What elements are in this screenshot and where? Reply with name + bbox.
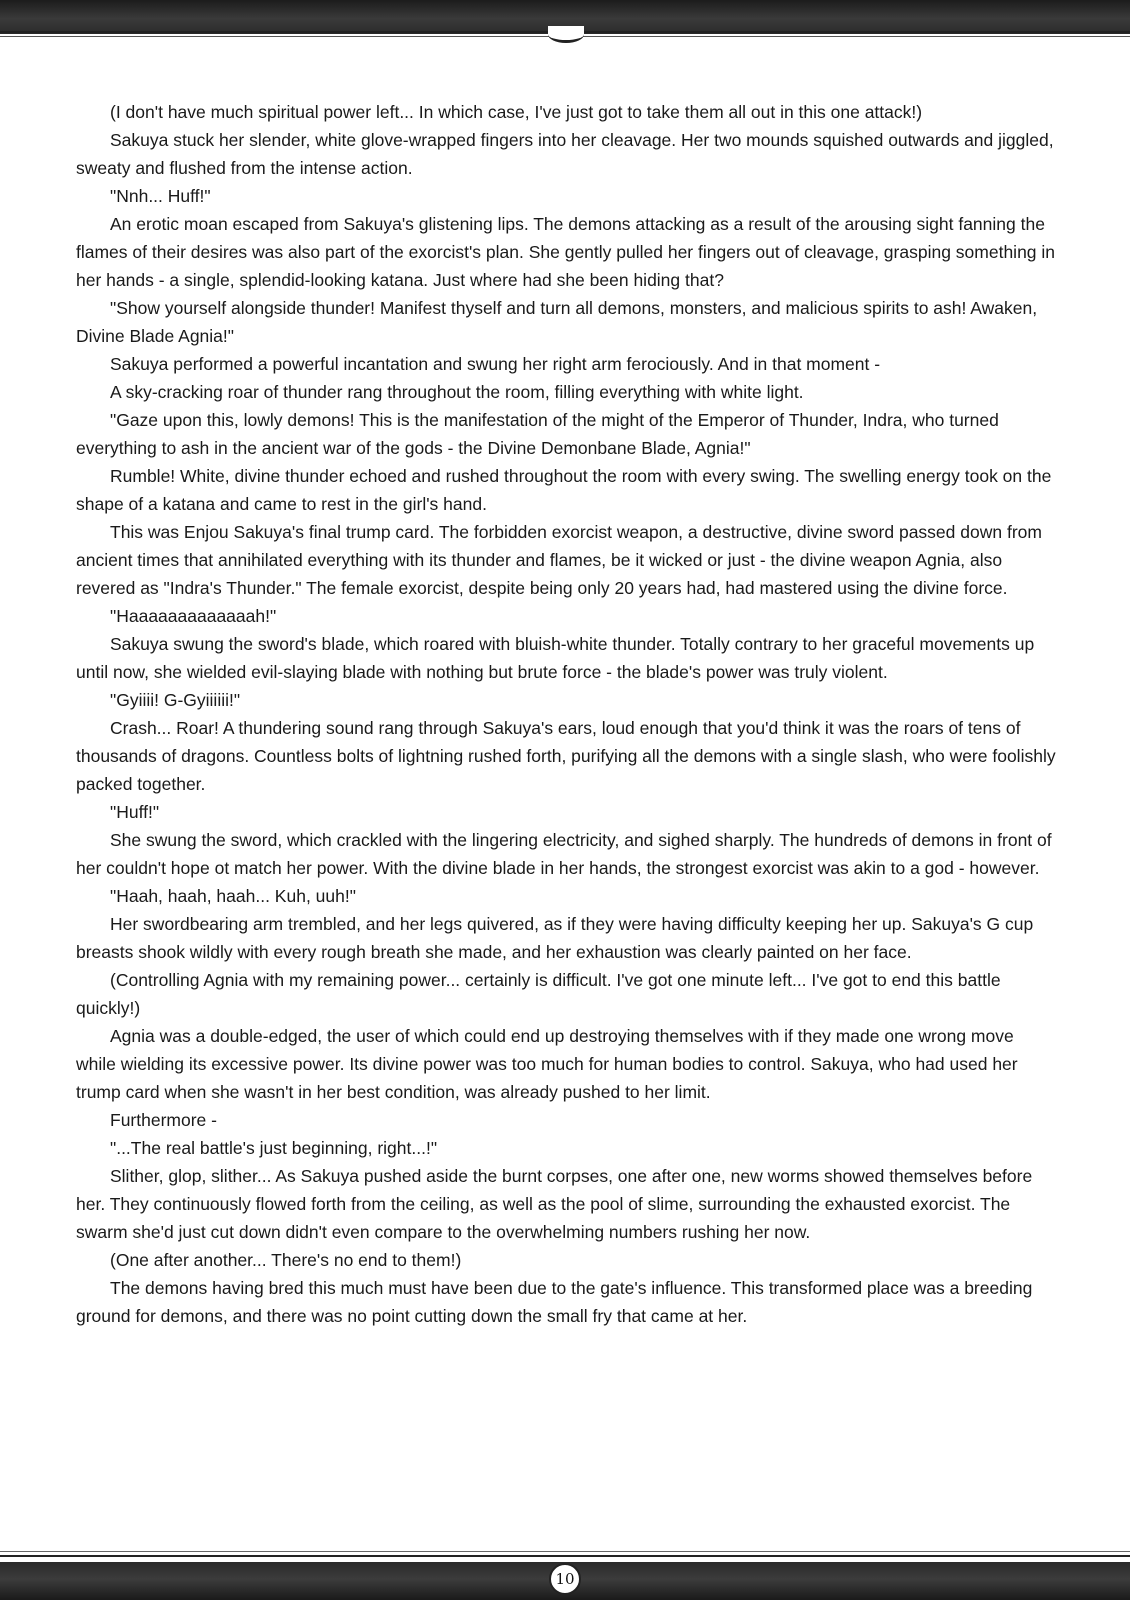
paragraph: An erotic moan escaped from Sakuya's glistening lips. The demons attacking as a result of the arousing sight fanning the flames of their desires was also part of the exorcist's plan. She gently pulled her fingers out of cleavage, grasping something in her hands - a single, splendid-looking katana. Just where had she been hiding that? — [76, 214, 1056, 290]
footer-rule-thin — [0, 1551, 1130, 1552]
paragraph: The demons having bred this much must have been due to the gate's influence. This transformed place was a breeding ground for demons, and there was no point cutting down the small fry that came at her. — [76, 1278, 1033, 1326]
paragraph: "Show yourself alongside thunder! Manifest thyself and turn all demons, monsters, and malicious spirits to ash! Awaken, Divine Blade Agnia!" — [76, 298, 1038, 346]
paragraph: Rumble! White, divine thunder echoed and rushed throughout the room with every swing. The swelling energy took on the shape of a katana and came to rest in the girl's hand. — [76, 466, 1052, 514]
paragraph: (One after another... There's no end to them!) — [110, 1250, 462, 1270]
paragraph: "Haaaaaaaaaaaaah!" — [110, 606, 277, 626]
page-number: 10 — [549, 1563, 581, 1595]
paragraph: Sakuya stuck her slender, white glove-wrapped fingers into her cleavage. Her two mounds squished outwards and jiggled, sweaty and flushed from the intense action. — [76, 130, 1054, 178]
paragraph: "Gyiiii! G-Gyiiiiii!" — [110, 690, 241, 710]
paragraph: "Huff!" — [110, 802, 160, 822]
paragraph: "Haah, haah, haah... Kuh, uuh!" — [110, 886, 356, 906]
paragraph: Agnia was a double-edged, the user of which could end up destroying themselves with if they made one wrong move while wielding its excessive power. Its divine power was too much for human bodies to control. Sakuya, who had used her trump card when she wasn't in her best condition, was already pushed to her limit. — [76, 1026, 1018, 1102]
paragraph: Her swordbearing arm trembled, and her legs quivered, as if they were having difficulty keeping her up. Sakuya's G cup breasts shook wildly with every rough breath she made, and her exhaustion was clearly painted on her face. — [76, 914, 1034, 962]
footer-rule — [0, 1555, 1130, 1557]
paragraph: (Controlling Agnia with my remaining power... certainly is difficult. I've got one minute left... I've got to end this battle quickly!) — [76, 970, 1001, 1018]
paragraph: Slither, glop, slither... As Sakuya pushed aside the burnt corpses, one after one, new worms showed themselves before her. They continuously flowed forth from the ceiling, as well as the pool of slime, surrounding the exhausted exorcist. The swarm she'd just cut down didn't even compare to the overwhelming numbers rushing her now. — [76, 1166, 1033, 1242]
paragraph: Furthermore - — [110, 1110, 217, 1130]
paragraph: A sky-cracking roar of thunder rang throughout the room, filling everything with white light. — [110, 382, 804, 402]
header-ornament — [548, 26, 584, 43]
page-body — [76, 98, 1056, 1330]
paragraph: She swung the sword, which crackled with the lingering electricity, and sighed sharply. The hundreds of demons in front of her couldn't hope ot match her power. With the divine blade in her hands, the strongest exorcist was akin to a god - however. — [76, 830, 1052, 878]
paragraph: "Gaze upon this, lowly demons! This is the manifestation of the might of the Emperor of Thunder, Indra, who turned everything to ash in the ancient war of the gods - the Divine Demonbane Blade, Agnia!" — [76, 410, 999, 458]
paragraph: "Nnh... Huff!" — [110, 186, 211, 206]
paragraph: Sakuya performed a powerful incantation and swung her right arm ferociously. And in that moment - — [110, 354, 881, 374]
paragraph: "...The real battle's just beginning, right...!" — [110, 1138, 438, 1158]
paragraph: Sakuya swung the sword's blade, which roared with bluish-white thunder. Totally contrary to her graceful movements up until now, she wielded evil-slaying blade with nothing but brute force - the blade's power was truly violent. — [76, 634, 1035, 682]
paragraph: This was Enjou Sakuya's final trump card. The forbidden exorcist weapon, a destructive, divine sword passed down from ancient times that annihilated everything with its thunder and flames, be it wicked or just - the divine weapon Agnia, also revered as "Indra's Thunder." The female exorcist, despite being only 20 years had, had mastered using the divine force. — [76, 522, 1042, 598]
paragraph: (I don't have much spiritual power left... In which case, I've just got to take them all out in this one attack!) — [110, 102, 923, 122]
paragraph: Crash... Roar! A thundering sound rang through Sakuya's ears, loud enough that you'd think it was the roars of tens of thousands of dragons. Countless bolts of lightning rushed forth, purifying all the demons with a single slash, who were foolishly packed together. — [76, 718, 1056, 794]
